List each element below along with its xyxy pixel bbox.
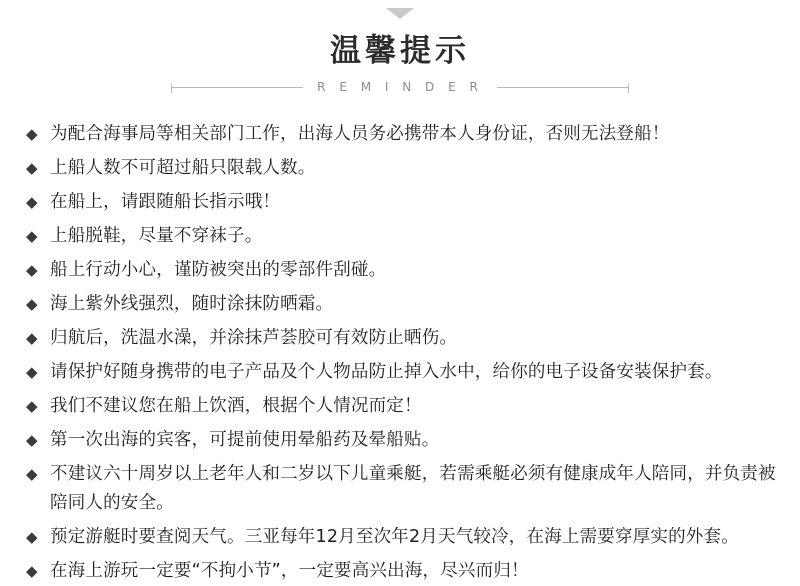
list-item: [26, 188, 778, 217]
list-item-text: 在船上，请跟随船长指示哦！: [50, 192, 281, 213]
reminder-list: [0, 120, 800, 586]
diamond-bullet-icon: ◆: [26, 159, 38, 178]
diamond-bullet-icon: ◆: [26, 329, 38, 348]
diamond-bullet-icon: ◆: [26, 562, 38, 581]
list-item: [26, 120, 778, 149]
list-item: [26, 460, 778, 518]
diamond-bullet-icon: ◆: [26, 295, 38, 314]
list-item: [26, 523, 778, 552]
rule-right: [497, 87, 629, 88]
triangle-down-icon: [386, 8, 414, 19]
list-item-text: 海上紫外线强烈，随时涂抹防晒霜。: [50, 294, 334, 315]
list-item-text: 为配合海事局等相关部门工作，出海人员务必携带本人身份证，否则无法登船！: [50, 124, 670, 145]
list-item-text: 上船人数不可超过船只限载人数。: [50, 158, 316, 179]
list-item-text: 我们不建议您在船上饮酒，根据个人情况而定！: [50, 396, 422, 417]
list-item: [26, 557, 778, 586]
diamond-bullet-icon: ◆: [26, 431, 38, 450]
list-item: [26, 426, 778, 455]
list-item: [26, 392, 778, 421]
list-item-text: 第一次出海的宾客，可提前使用晕船药及晕船贴。: [50, 430, 440, 451]
list-item-text: 船上行动小心，谨防被突出的零部件刮碰。: [50, 260, 387, 281]
list-item-text: 预定游艇时要查阅天气。三亚每年12月至次年2月天气较冷，在海上需要穿厚实的外套。: [50, 527, 739, 548]
diamond-bullet-icon: ◆: [26, 261, 38, 280]
list-item: [26, 222, 778, 251]
subtitle-row: [0, 80, 800, 94]
diamond-bullet-icon: ◆: [26, 465, 38, 484]
list-item-text: 不建议六十周岁以上老年人和二岁以下儿童乘艇，若需乘艇必须有健康成年人陪同，并负责被陪同人的安全。: [50, 464, 776, 514]
list-item-text: 归航后，洗温水澡，并涂抹芦荟胶可有效防止晒伤。: [50, 328, 458, 349]
diamond-bullet-icon: ◆: [26, 193, 38, 212]
page-subtitle: R E M I N D E R: [317, 80, 483, 95]
list-item: [26, 256, 778, 285]
list-item-text: 请保护好随身携带的电子产品及个人物品防止掉入水中，给你的电子设备安装保护套。: [50, 362, 723, 383]
diamond-bullet-icon: ◆: [26, 227, 38, 246]
list-item: [26, 290, 778, 319]
list-item: [26, 324, 778, 353]
list-item: [26, 154, 778, 183]
page-title: 温馨提示: [330, 33, 470, 69]
list-item-text: 上船脱鞋，尽量不穿袜子。: [50, 226, 263, 247]
diamond-bullet-icon: ◆: [26, 397, 38, 416]
list-item: [26, 358, 778, 387]
rule-left: [171, 87, 303, 88]
diamond-bullet-icon: ◆: [26, 125, 38, 144]
list-item-text: 在海上游玩一定要“不拘小节”，一定要高兴出海，尽兴而归！: [50, 561, 529, 582]
diamond-bullet-icon: ◆: [26, 528, 38, 547]
diamond-bullet-icon: ◆: [26, 363, 38, 382]
